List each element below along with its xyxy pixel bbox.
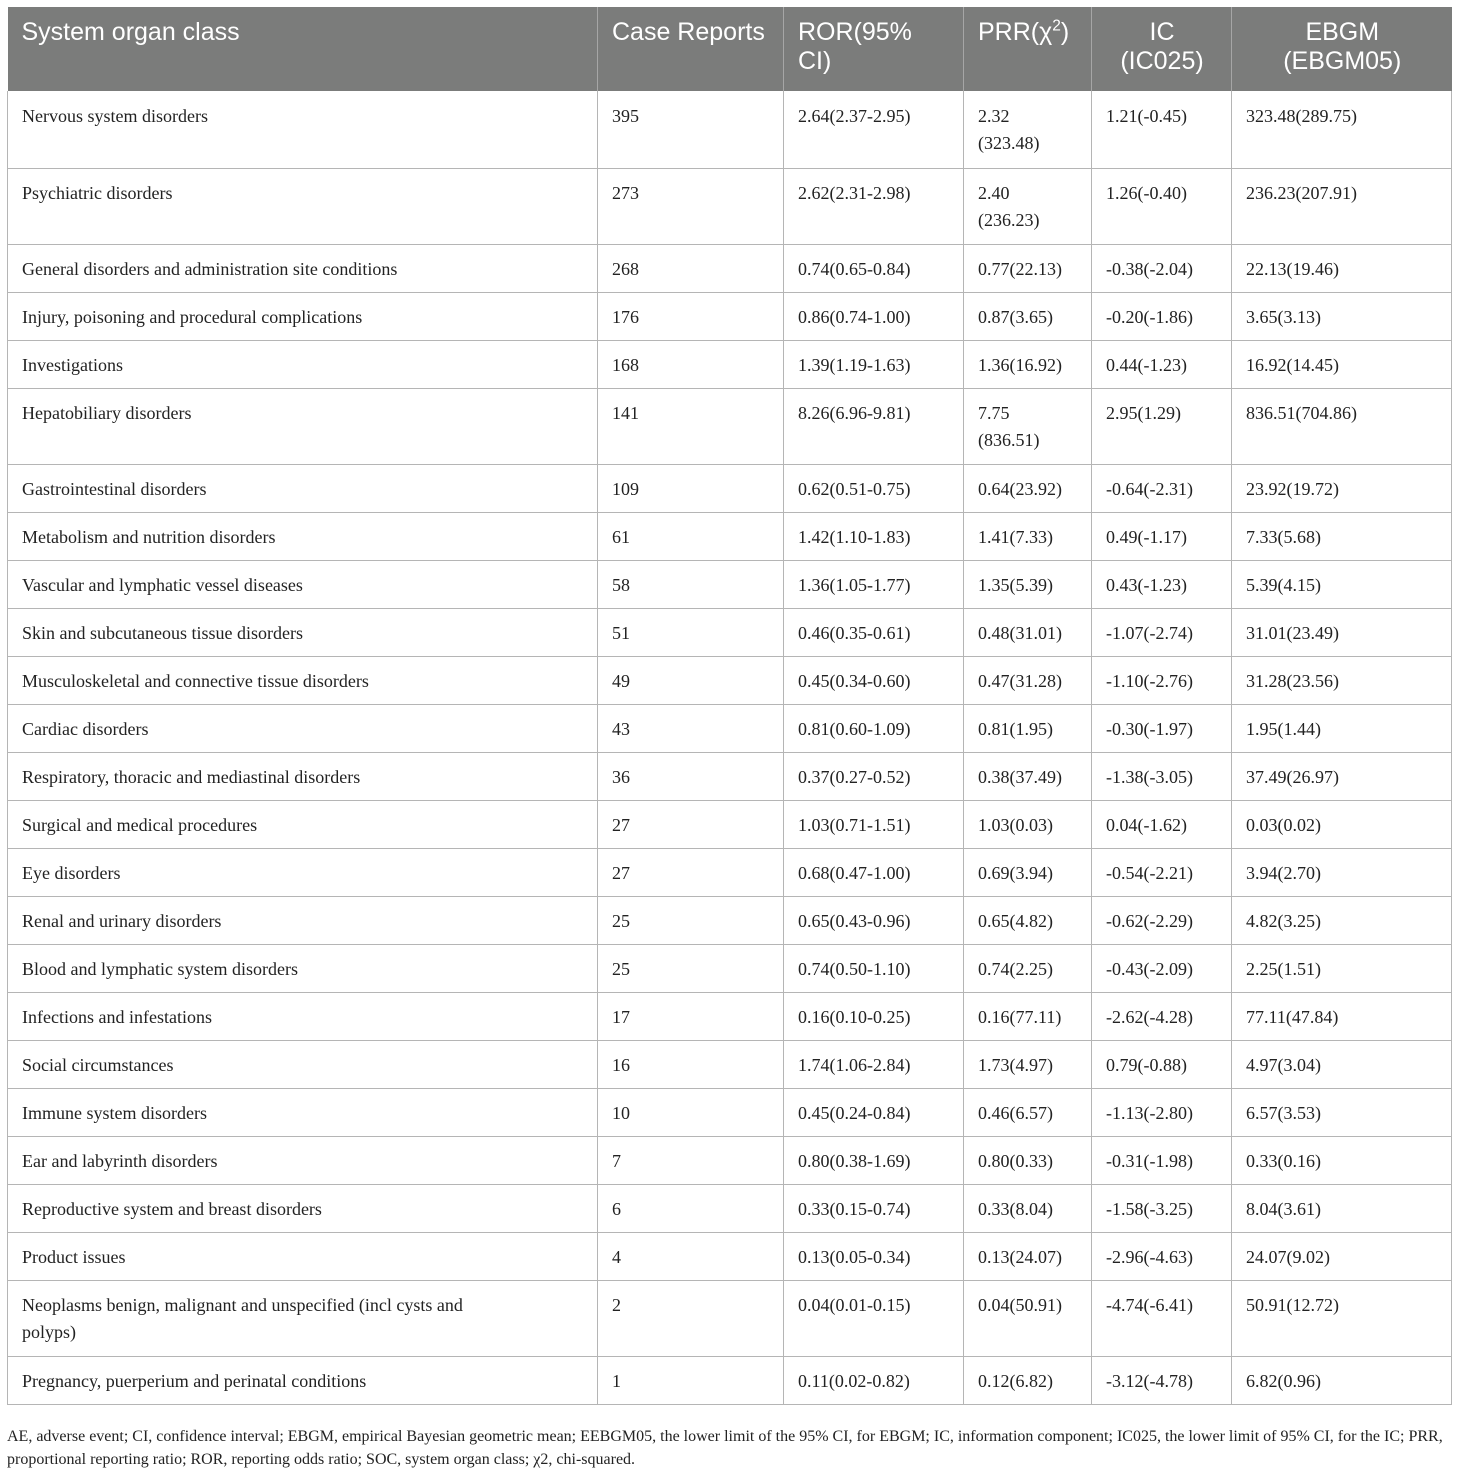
cell-ror: 0.68(0.47-1.00): [784, 848, 964, 896]
cell-ic: -2.96(-4.63): [1092, 1232, 1232, 1280]
cell-prr: 2.32 (323.48): [964, 91, 1092, 168]
table-row: [8, 1280, 1452, 1356]
cell-soc: Hepatobiliary disorders: [8, 388, 598, 464]
cell-ic: -1.07(-2.74): [1092, 608, 1232, 656]
table-row: [8, 752, 1452, 800]
cell-soc: Reproductive system and breast disorders: [8, 1184, 598, 1232]
cell-ror: 1.74(1.06-2.84): [784, 1040, 964, 1088]
cell-soc: Vascular and lymphatic vessel diseases: [8, 560, 598, 608]
table-row: [8, 704, 1452, 752]
cell-ebgm: 5.39(4.15): [1232, 560, 1452, 608]
cell-prr: 0.74(2.25): [964, 944, 1092, 992]
cell-case-reports: 51: [598, 608, 784, 656]
table-row: [8, 944, 1452, 992]
cell-ic: -2.62(-4.28): [1092, 992, 1232, 1040]
cell-ror: 2.64(2.37-2.95): [784, 91, 964, 168]
cell-case-reports: 6: [598, 1184, 784, 1232]
cell-soc: Metabolism and nutrition disorders: [8, 512, 598, 560]
cell-soc: General disorders and administration site conditions: [8, 244, 598, 292]
cell-soc: Nervous system disorders: [8, 91, 598, 168]
cell-soc: Cardiac disorders: [8, 704, 598, 752]
cell-ebgm: 50.91(12.72): [1232, 1280, 1452, 1356]
table-row: [8, 560, 1452, 608]
cell-prr: 1.35(5.39): [964, 560, 1092, 608]
table-footnote: AE, adverse event; CI, confidence interval; EBGM, empirical Bayesian geometric mean; EEBGM05, the lower limit of the 95% CI, for EBGM; IC, information component; IC025, the lower limit of 95% CI, for the IC; PRR, proportional reporting ratio; ROR, reporting odds ratio; SOC, system organ class; χ2, chi-squared.: [7, 1428, 1443, 1468]
cell-case-reports: 27: [598, 848, 784, 896]
cell-prr: 1.41(7.33): [964, 512, 1092, 560]
table-row: [8, 1232, 1452, 1280]
table-row: [8, 848, 1452, 896]
table-row: [8, 896, 1452, 944]
cell-prr: 0.13(24.07): [964, 1232, 1092, 1280]
cell-ic: -0.20(-1.86): [1092, 292, 1232, 340]
cell-ebgm: 0.03(0.02): [1232, 800, 1452, 848]
table-row: [8, 512, 1452, 560]
cell-soc: Skin and subcutaneous tissue disorders: [8, 608, 598, 656]
cell-ror: 0.04(0.01-0.15): [784, 1280, 964, 1356]
cell-prr: 1.73(4.97): [964, 1040, 1092, 1088]
cell-soc: Social circumstances: [8, 1040, 598, 1088]
cell-ror: 0.33(0.15-0.74): [784, 1184, 964, 1232]
cell-ror: 0.74(0.50-1.10): [784, 944, 964, 992]
table-row: [8, 800, 1452, 848]
cell-ic: 1.21(-0.45): [1092, 91, 1232, 168]
soc-signal-table: [7, 7, 1452, 1405]
cell-ic: -1.13(-2.80): [1092, 1088, 1232, 1136]
cell-prr: 0.64(23.92): [964, 464, 1092, 512]
cell-ic: -3.12(-4.78): [1092, 1356, 1232, 1404]
table-body: [8, 91, 1452, 1404]
cell-ic: -0.43(-2.09): [1092, 944, 1232, 992]
cell-ebgm: 16.92(14.45): [1232, 340, 1452, 388]
cell-ror: 0.80(0.38-1.69): [784, 1136, 964, 1184]
cell-ic: -1.38(-3.05): [1092, 752, 1232, 800]
cell-ror: 1.36(1.05-1.77): [784, 560, 964, 608]
table-row: [8, 1136, 1452, 1184]
table-row: [8, 244, 1452, 292]
table-row: [8, 1040, 1452, 1088]
table-row: [8, 656, 1452, 704]
cell-soc: Investigations: [8, 340, 598, 388]
cell-ror: 0.46(0.35-0.61): [784, 608, 964, 656]
cell-ebgm: 31.28(23.56): [1232, 656, 1452, 704]
cell-case-reports: 141: [598, 388, 784, 464]
cell-ic: 0.44(-1.23): [1092, 340, 1232, 388]
cell-case-reports: 43: [598, 704, 784, 752]
cell-soc: Renal and urinary disorders: [8, 896, 598, 944]
cell-ebgm: 1.95(1.44): [1232, 704, 1452, 752]
cell-soc: Infections and infestations: [8, 992, 598, 1040]
cell-ror: 8.26(6.96-9.81): [784, 388, 964, 464]
cell-ror: 0.65(0.43-0.96): [784, 896, 964, 944]
cell-ic: -4.74(-6.41): [1092, 1280, 1232, 1356]
cell-case-reports: 58: [598, 560, 784, 608]
cell-ebgm: 24.07(9.02): [1232, 1232, 1452, 1280]
header-prr: $PRR(\chi^2)$: [964, 7, 1092, 91]
cell-ebgm: 323.48(289.75): [1232, 91, 1452, 168]
cell-case-reports: 4: [598, 1232, 784, 1280]
cell-ebgm: 0.33(0.16): [1232, 1136, 1452, 1184]
cell-soc: Surgical and medical procedures: [8, 800, 598, 848]
cell-ebgm: 22.13(19.46): [1232, 244, 1452, 292]
cell-case-reports: 25: [598, 944, 784, 992]
cell-ic: 1.26(-0.40): [1092, 168, 1232, 244]
table-row: [8, 340, 1452, 388]
table-row: [8, 388, 1452, 464]
cell-ic: -0.38(-2.04): [1092, 244, 1232, 292]
cell-ic: -0.62(-2.29): [1092, 896, 1232, 944]
cell-case-reports: 16: [598, 1040, 784, 1088]
cell-prr: 0.33(8.04): [964, 1184, 1092, 1232]
cell-ic: 0.04(-1.62): [1092, 800, 1232, 848]
cell-ror: 1.39(1.19-1.63): [784, 340, 964, 388]
table-container: [7, 7, 1451, 1405]
cell-prr: 0.38(37.49): [964, 752, 1092, 800]
cell-prr: 0.48(31.01): [964, 608, 1092, 656]
header-ic: IC (IC025): [1092, 7, 1232, 91]
cell-ebgm: 23.92(19.72): [1232, 464, 1452, 512]
cell-ic: -0.54(-2.21): [1092, 848, 1232, 896]
cell-ror: 0.37(0.27-0.52): [784, 752, 964, 800]
cell-ror: 0.45(0.34-0.60): [784, 656, 964, 704]
cell-prr: 1.03(0.03): [964, 800, 1092, 848]
cell-soc: Respiratory, thoracic and mediastinal disorders: [8, 752, 598, 800]
table-row: [8, 1356, 1452, 1404]
cell-ic: -0.30(-1.97): [1092, 704, 1232, 752]
table-row: [8, 1184, 1452, 1232]
cell-prr: 0.87(3.65): [964, 292, 1092, 340]
cell-case-reports: 176: [598, 292, 784, 340]
cell-prr: 0.69(3.94): [964, 848, 1092, 896]
cell-prr: 0.47(31.28): [964, 656, 1092, 704]
cell-ebgm: 37.49(26.97): [1232, 752, 1452, 800]
cell-ror: 0.81(0.60-1.09): [784, 704, 964, 752]
cell-soc: Neoplasms benign, malignant and unspecified (incl cysts and polyps): [8, 1280, 598, 1356]
header-ror: ROR(95% CI): [784, 7, 964, 91]
cell-prr: 0.65(4.82): [964, 896, 1092, 944]
cell-case-reports: 25: [598, 896, 784, 944]
cell-case-reports: 268: [598, 244, 784, 292]
cell-prr: 0.46(6.57): [964, 1088, 1092, 1136]
cell-soc: Blood and lymphatic system disorders: [8, 944, 598, 992]
cell-ic: -0.64(-2.31): [1092, 464, 1232, 512]
cell-soc: Psychiatric disorders: [8, 168, 598, 244]
cell-prr: 7.75 (836.51): [964, 388, 1092, 464]
cell-case-reports: 395: [598, 91, 784, 168]
cell-ror: 0.16(0.10-0.25): [784, 992, 964, 1040]
table-header-row: [8, 7, 1452, 91]
cell-prr: 0.81(1.95): [964, 704, 1092, 752]
table-row: [8, 1088, 1452, 1136]
cell-soc: Ear and labyrinth disorders: [8, 1136, 598, 1184]
cell-ror: 0.86(0.74-1.00): [784, 292, 964, 340]
cell-soc: Musculoskeletal and connective tissue disorders: [8, 656, 598, 704]
cell-ebgm: 7.33(5.68): [1232, 512, 1452, 560]
cell-ebgm: 4.97(3.04): [1232, 1040, 1452, 1088]
table-row: [8, 464, 1452, 512]
cell-case-reports: 36: [598, 752, 784, 800]
cell-ebgm: 236.23(207.91): [1232, 168, 1452, 244]
cell-ebgm: 3.94(2.70): [1232, 848, 1452, 896]
cell-case-reports: 1: [598, 1356, 784, 1404]
table-row: [8, 168, 1452, 244]
cell-ror: 2.62(2.31-2.98): [784, 168, 964, 244]
table-row: [8, 608, 1452, 656]
cell-case-reports: 168: [598, 340, 784, 388]
cell-ebgm: 4.82(3.25): [1232, 896, 1452, 944]
cell-soc: Eye disorders: [8, 848, 598, 896]
cell-case-reports: 27: [598, 800, 784, 848]
cell-soc: Immune system disorders: [8, 1088, 598, 1136]
cell-ic: -0.31(-1.98): [1092, 1136, 1232, 1184]
header-case-reports: Case Reports: [598, 7, 784, 91]
cell-case-reports: 2: [598, 1280, 784, 1356]
cell-ic: 0.49(-1.17): [1092, 512, 1232, 560]
cell-prr: 1.36(16.92): [964, 340, 1092, 388]
cell-ror: 1.42(1.10-1.83): [784, 512, 964, 560]
cell-case-reports: 61: [598, 512, 784, 560]
header-soc: System organ class: [8, 7, 598, 91]
cell-ebgm: 6.82(0.96): [1232, 1356, 1452, 1404]
cell-case-reports: 273: [598, 168, 784, 244]
cell-prr: 0.80(0.33): [964, 1136, 1092, 1184]
table-row: [8, 292, 1452, 340]
cell-soc: Pregnancy, puerperium and perinatal conditions: [8, 1356, 598, 1404]
cell-ic: 2.95(1.29): [1092, 388, 1232, 464]
cell-soc: Product issues: [8, 1232, 598, 1280]
cell-ic: 0.43(-1.23): [1092, 560, 1232, 608]
cell-ebgm: 6.57(3.53): [1232, 1088, 1452, 1136]
cell-case-reports: 10: [598, 1088, 784, 1136]
cell-ebgm: 836.51(704.86): [1232, 388, 1452, 464]
cell-prr: 2.40 (236.23): [964, 168, 1092, 244]
cell-case-reports: 7: [598, 1136, 784, 1184]
cell-ror: 0.74(0.65-0.84): [784, 244, 964, 292]
cell-soc: Gastrointestinal disorders: [8, 464, 598, 512]
cell-prr: 0.04(50.91): [964, 1280, 1092, 1356]
cell-ic: 0.79(-0.88): [1092, 1040, 1232, 1088]
cell-soc: Injury, poisoning and procedural complications: [8, 292, 598, 340]
cell-prr: 0.12(6.82): [964, 1356, 1092, 1404]
cell-ror: 0.45(0.24-0.84): [784, 1088, 964, 1136]
table-row: [8, 992, 1452, 1040]
cell-case-reports: 49: [598, 656, 784, 704]
cell-ror: 0.11(0.02-0.82): [784, 1356, 964, 1404]
cell-case-reports: 17: [598, 992, 784, 1040]
cell-ebgm: 8.04(3.61): [1232, 1184, 1452, 1232]
table-row: [8, 91, 1452, 168]
cell-ebgm: 2.25(1.51): [1232, 944, 1452, 992]
cell-ror: 1.03(0.71-1.51): [784, 800, 964, 848]
cell-ic: -1.58(-3.25): [1092, 1184, 1232, 1232]
cell-ic: -1.10(-2.76): [1092, 656, 1232, 704]
cell-ror: 0.62(0.51-0.75): [784, 464, 964, 512]
cell-prr: 0.16(77.11): [964, 992, 1092, 1040]
cell-case-reports: 109: [598, 464, 784, 512]
cell-ebgm: 31.01(23.49): [1232, 608, 1452, 656]
cell-prr: 0.77(22.13): [964, 244, 1092, 292]
cell-ebgm: 3.65(3.13): [1232, 292, 1452, 340]
cell-ebgm: 77.11(47.84): [1232, 992, 1452, 1040]
header-ebgm: EBGM (EBGM05): [1232, 7, 1452, 91]
cell-ror: 0.13(0.05-0.34): [784, 1232, 964, 1280]
